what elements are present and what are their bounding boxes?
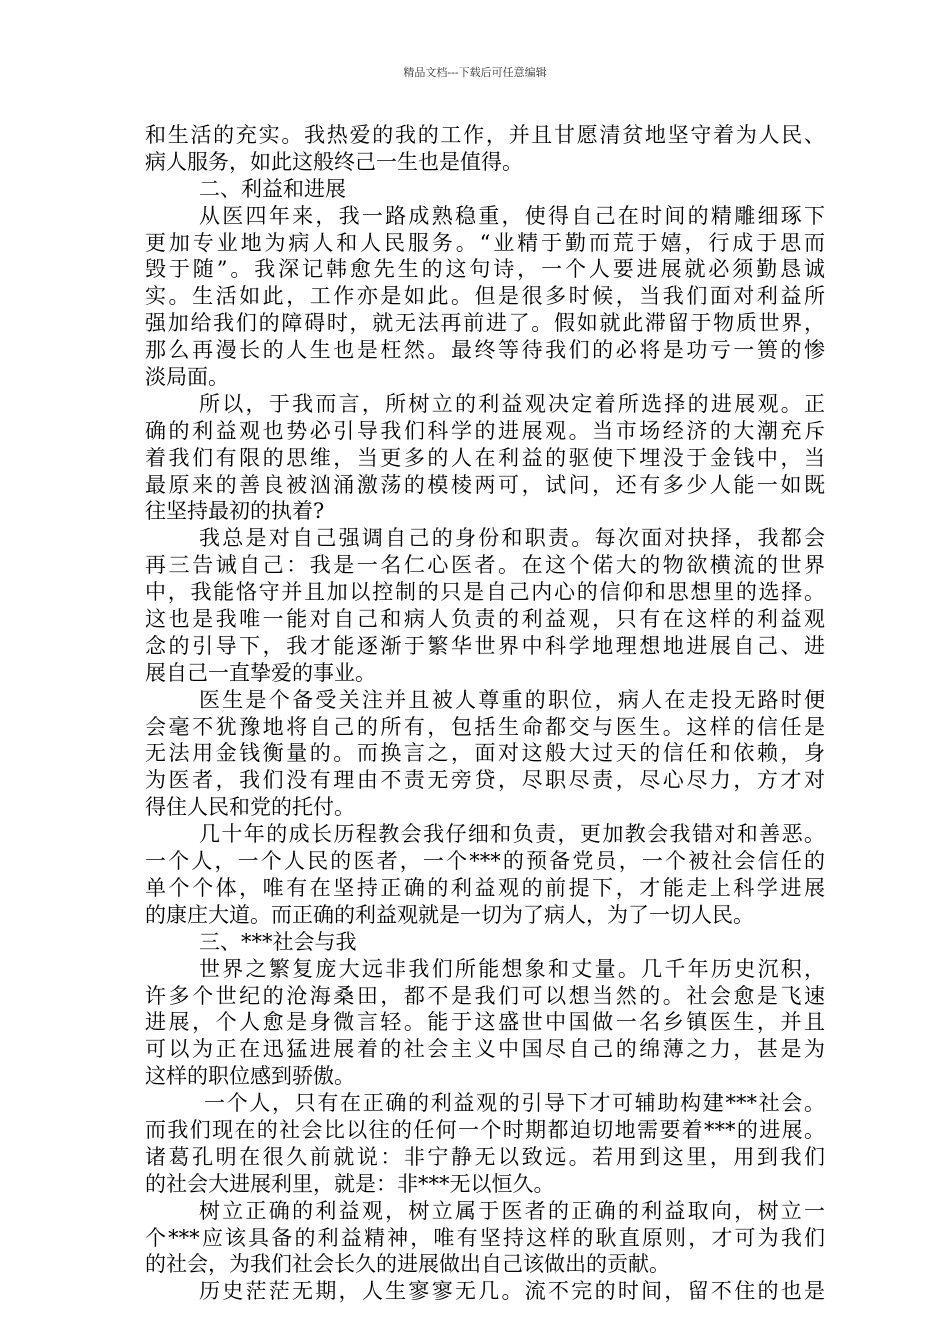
text-line: 进展，个人愈是身微言轻。能于这盛世中国做一名乡镇医生，并且 <box>145 1010 825 1035</box>
text-line: 淡局面。 <box>145 365 229 390</box>
text-line: 几十年的成长历程教会我仔细和负责，更加教会我错对和善恶。 <box>199 822 825 847</box>
text-line: 实。生活如此，工作亦是如此。但是很多时候，当我们面对利益所 <box>145 284 825 309</box>
text-line: 无法用金钱衡量的。而换言之，面对这般大过天的信任和依赖，身 <box>145 741 825 766</box>
text-line: 中，我能恪守并且加以控制的只是自己内心的信仰和思想里的选择。 <box>145 580 825 605</box>
text-line: 从医四年来，我一路成熟稳重，使得自己在时间的精雕细琢下 <box>199 203 825 228</box>
text-line: 的康庄大道。而正确的利益观就是一切为了病人，为了一切人民。 <box>145 902 754 927</box>
text-line: 二、利益和进展 <box>199 176 346 201</box>
text-line: 单个个体，唯有在坚持正确的利益观的前提下，才能走上科学进展 <box>145 875 825 900</box>
text-line: 三、***社会与我 <box>199 929 357 954</box>
text-line: 往坚持最初的执着? <box>145 499 325 524</box>
text-line: 诸葛孔明在很久前就说：非宁静无以致远。若用到这里，用到我们 <box>145 1144 825 1169</box>
text-line: 个***应该具备的利益精神，唯有坚持这样的耿直原则，才可为我们 <box>145 1225 825 1250</box>
text-line: 得住人民和党的托付。 <box>145 795 355 820</box>
text-line: 这也是我唯一能对自己和病人负责的利益观，只有在这样的利益观 <box>145 607 825 632</box>
text-line: 的社会，为我们社会长久的进展做出自己该做出的贡献。 <box>145 1252 670 1277</box>
text-line: 而我们现在的社会比以往的任何一个时期都迫切地需要着***的进展。 <box>145 1117 825 1142</box>
text-line: 确的利益观也势必引导我们科学的进展观。当市场经济的大潮充斥 <box>145 418 825 443</box>
text-line: 树立正确的利益观，树立属于医者的正确的利益取向，树立一 <box>199 1198 825 1223</box>
text-line: 为医者，我们没有理由不责无旁贷，尽职尽责，尽心尽力，方才对 <box>145 768 825 793</box>
text-line: 强加给我们的障碍时，就无法再前进了。假如就此滞留于物质世界， <box>145 311 825 336</box>
text-line: 医生是个备受关注并且被人尊重的职位，病人在走投无路时便 <box>199 687 825 712</box>
text-line: 着我们有限的思维，当更多的人在利益的驱使下埋没于金钱中，当 <box>145 445 825 470</box>
text-line: 历史茫茫无期，人生寥寥无几。流不完的时间，留不住的也是 <box>199 1279 825 1304</box>
text-line: 世界之繁复庞大远非我们所能想象和丈量。几千年历史沉积， <box>199 956 825 981</box>
text-line: 一个人，一个人民的医者，一个***的预备党员，一个被社会信任的 <box>145 849 825 874</box>
page-header: 精品文档---下载后可任意编辑 <box>403 66 547 79</box>
document-body <box>145 122 825 1305</box>
text-line: 和生活的充实。我热爱的我的工作，并且甘愿清贫地坚守着为人民、 <box>145 123 825 147</box>
text-line: 许多个世纪的沧海桑田，都不是我们可以想当然的。社会愈是飞速 <box>145 983 825 1008</box>
text-line: 再三告诫自己：我是一名仁心医者。在这个偌大的物欲横流的世界 <box>145 553 825 578</box>
text-line: 会毫不犹豫地将自己的所有，包括生命都交与医生。这样的信任是 <box>145 714 825 739</box>
text-line: 一个人，只有在正确的利益观的引导下才可辅助构建***社会。 <box>204 1091 825 1116</box>
text-line: 念的引导下，我才能逐渐于繁华世界中科学地理想地进展自己、进 <box>145 633 825 658</box>
text-line: 毁于随”。我深记韩愈先生的这句诗，一个人要进展就必须勤恳诚 <box>145 257 825 282</box>
text-line: 展自己一直挚爱的事业。 <box>145 660 376 685</box>
text-line: 病人服务，如此这般终己一生也是值得。 <box>145 149 523 174</box>
text-line: 的社会大进展利里，就是：非***无以恒久。 <box>145 1171 555 1196</box>
text-line: 我总是对自己强调自己的身份和职责。每次面对抉择，我都会 <box>199 526 825 551</box>
text-line: 最原来的善良被汹涌激荡的模棱两可，试问，还有多少人能一如既 <box>145 472 825 497</box>
text-line: 更加专业地为病人和人民服务。“业精于勤而荒于嬉，行成于思而 <box>145 230 825 255</box>
text-line: 所以，于我而言，所树立的利益观决定着所选择的进展观。正 <box>199 391 825 416</box>
text-line: 那么再漫长的人生也是枉然。最终等待我们的必将是功亏一篑的惨 <box>145 338 825 363</box>
text-line: 可以为正在迅猛进展着的社会主义中国尽自己的绵薄之力，甚是为 <box>145 1037 825 1062</box>
text-line: 这样的职位感到骄傲。 <box>145 1064 355 1089</box>
